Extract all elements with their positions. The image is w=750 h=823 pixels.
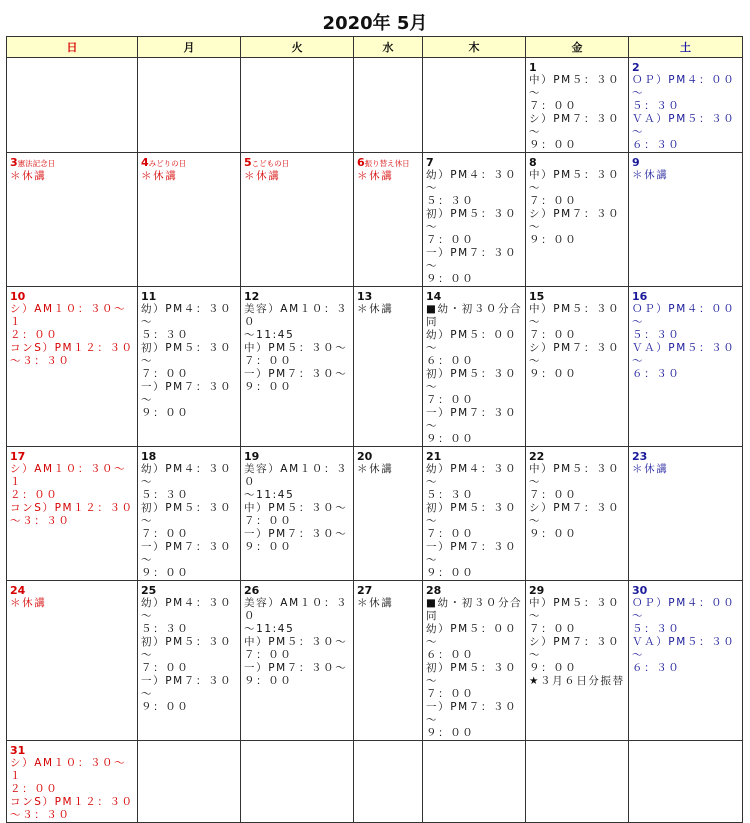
day-cell-11[interactable] bbox=[138, 287, 241, 447]
schedule-line: 中）PM５：３０～ bbox=[529, 303, 621, 328]
day-number-text: 10 bbox=[10, 290, 26, 303]
schedule-line: ＊休講 bbox=[632, 169, 669, 181]
schedule-line: ５：３０ bbox=[141, 329, 190, 341]
day-content bbox=[138, 581, 240, 714]
empty-day-cell bbox=[423, 741, 526, 823]
schedule-line: ９：００ bbox=[244, 541, 293, 553]
schedule-line: 一）PM７：３０～ bbox=[426, 541, 518, 566]
schedule-line: 初）PM５：３０～ bbox=[141, 636, 233, 661]
day-number bbox=[426, 450, 523, 463]
day-cell-30[interactable] bbox=[629, 581, 743, 741]
day-cell-7[interactable] bbox=[423, 153, 526, 287]
schedule-line: ＊休講 bbox=[357, 303, 394, 315]
schedule-line: 一）PM７：３０～ bbox=[426, 247, 518, 272]
schedule-line: シ）PM７：３０～ bbox=[529, 502, 621, 527]
empty-day-cell bbox=[629, 741, 743, 823]
schedule-line: ７：００ bbox=[529, 489, 578, 501]
schedule-line: ■幼・初３０分合同 bbox=[426, 303, 523, 328]
schedule-line: 幼）PM４：３０～ bbox=[141, 463, 233, 488]
day-number bbox=[529, 290, 626, 303]
day-number bbox=[632, 450, 740, 463]
schedule-line: ～３：３０ bbox=[10, 515, 71, 527]
schedule-line: ７：００ bbox=[426, 688, 475, 700]
schedule-line: ７：００ bbox=[529, 100, 578, 112]
day-cell-3[interactable] bbox=[7, 153, 138, 287]
schedule-line: ６：００ bbox=[426, 355, 475, 367]
day-number-text: 28 bbox=[426, 584, 442, 597]
day-number-text: 7 bbox=[426, 156, 434, 169]
schedule-line: 一）PM７：３０～ bbox=[426, 407, 518, 432]
schedule-line: シ）PM７：３０～ bbox=[529, 636, 621, 661]
day-number bbox=[632, 61, 740, 74]
schedule-line: ９：００ bbox=[426, 273, 475, 285]
weekday-sun: 日 bbox=[7, 37, 138, 58]
schedule-line: 美容）AM１０：３０ bbox=[244, 463, 349, 488]
schedule-line: ９：００ bbox=[529, 234, 578, 246]
day-content bbox=[7, 153, 137, 183]
day-content bbox=[7, 741, 137, 822]
day-number-text: 19 bbox=[244, 450, 260, 463]
schedule-line: ９：００ bbox=[426, 567, 475, 579]
day-number-text: 29 bbox=[529, 584, 545, 597]
day-number-text: 24 bbox=[10, 584, 26, 597]
schedule-line: 中）PM５：３０～ bbox=[244, 636, 348, 648]
schedule-line: 幼）PM５：００～ bbox=[426, 329, 518, 354]
schedule-line: 一）PM７：３０～ bbox=[141, 675, 233, 700]
day-content bbox=[423, 287, 525, 446]
empty-day-cell bbox=[423, 58, 526, 153]
schedule-line: ５：３０ bbox=[426, 489, 475, 501]
weekday-sat: 土 bbox=[629, 37, 743, 58]
day-number bbox=[426, 584, 523, 597]
schedule-line: ～11:45 bbox=[244, 623, 295, 635]
schedule-line: ２：００ bbox=[10, 783, 59, 795]
day-content bbox=[629, 287, 742, 381]
schedule-line: ７：００ bbox=[141, 368, 190, 380]
schedule-line: ２：００ bbox=[10, 489, 59, 501]
schedule-line: 中）PM５：３０～ bbox=[529, 597, 621, 622]
schedule-line: ５：３０ bbox=[632, 100, 681, 112]
schedule-line: シ）AM１０：３０～１ bbox=[10, 463, 127, 488]
schedule-line: ９：００ bbox=[529, 662, 578, 674]
schedule-line: シ）AM１０：３０～１ bbox=[10, 757, 127, 782]
schedule-line: ～11:45 bbox=[244, 329, 295, 341]
day-content bbox=[423, 153, 525, 286]
day-number-text: 27 bbox=[357, 584, 373, 597]
schedule-line: ７：００ bbox=[426, 234, 475, 246]
day-number bbox=[632, 584, 740, 597]
day-cell-31[interactable] bbox=[7, 741, 138, 823]
day-number-text: 8 bbox=[529, 156, 537, 169]
schedule-line: 幼）PM４：３０～ bbox=[426, 463, 518, 488]
schedule-line: ＯＰ）PM４：００～ bbox=[632, 303, 736, 328]
day-number bbox=[141, 156, 238, 170]
day-number-text: 16 bbox=[632, 290, 648, 303]
day-content bbox=[526, 447, 628, 541]
day-number-text: 18 bbox=[141, 450, 157, 463]
schedule-line: ＶＡ）PM５：３０～ bbox=[632, 342, 736, 367]
day-number-text: 15 bbox=[529, 290, 545, 303]
empty-day-cell bbox=[241, 58, 354, 153]
day-number bbox=[632, 156, 740, 169]
day-cell-29[interactable] bbox=[526, 581, 629, 741]
schedule-line: ＊休講 bbox=[10, 170, 47, 182]
day-number bbox=[529, 450, 626, 463]
day-number-text: 26 bbox=[244, 584, 260, 597]
schedule-line: 一）PM７：３０～ bbox=[244, 368, 348, 380]
day-number-text: 6 bbox=[357, 156, 365, 169]
schedule-line: 美容）AM１０：３０ bbox=[244, 303, 349, 328]
day-number-text: 13 bbox=[357, 290, 373, 303]
day-content bbox=[241, 153, 353, 183]
schedule-line: ＊休講 bbox=[632, 463, 669, 475]
day-content bbox=[629, 581, 742, 675]
schedule-line: ７：００ bbox=[529, 329, 578, 341]
schedule-line: ７：００ bbox=[426, 394, 475, 406]
week-row bbox=[7, 447, 743, 581]
schedule-line: ＯＰ）PM４：００～ bbox=[632, 597, 736, 622]
week-row bbox=[7, 581, 743, 741]
day-number bbox=[529, 61, 626, 74]
day-cell-27[interactable] bbox=[354, 581, 423, 741]
schedule-line: ～11:45 bbox=[244, 489, 295, 501]
schedule-line: シ）PM７：３０～ bbox=[529, 342, 621, 367]
schedule-line: 初）PM５：３０～ bbox=[141, 342, 233, 367]
day-number bbox=[426, 290, 523, 303]
holiday-name: みどりの日 bbox=[148, 159, 187, 168]
week-row bbox=[7, 58, 743, 153]
day-cell-14[interactable] bbox=[423, 287, 526, 447]
day-number bbox=[529, 156, 626, 169]
day-cell-19[interactable] bbox=[241, 447, 354, 581]
day-content bbox=[241, 287, 353, 394]
day-number bbox=[141, 584, 238, 597]
schedule-line: シ）PM７：３０～ bbox=[529, 208, 621, 233]
day-cell-23[interactable] bbox=[629, 447, 743, 581]
schedule-line: シ）PM７：３０～ bbox=[529, 113, 621, 138]
day-number bbox=[10, 290, 135, 303]
day-content bbox=[629, 447, 742, 476]
calendar-title: 2020年 5月 bbox=[322, 13, 428, 34]
day-content bbox=[354, 581, 422, 610]
day-cell-12[interactable] bbox=[241, 287, 354, 447]
day-content bbox=[138, 153, 240, 183]
day-number-text: 11 bbox=[141, 290, 157, 303]
empty-day-cell bbox=[7, 58, 138, 153]
day-number bbox=[10, 156, 135, 170]
day-content bbox=[241, 447, 353, 554]
schedule-line: 中）PM５：３０～ bbox=[529, 463, 621, 488]
day-number-text: 1 bbox=[529, 61, 537, 74]
day-cell-1[interactable] bbox=[526, 58, 629, 153]
day-number-text: 9 bbox=[632, 156, 640, 169]
week-row bbox=[7, 741, 743, 823]
day-content bbox=[138, 287, 240, 420]
schedule-line: ９：００ bbox=[529, 368, 578, 380]
day-cell-22[interactable] bbox=[526, 447, 629, 581]
day-content bbox=[423, 581, 525, 740]
day-content bbox=[526, 581, 628, 688]
calendar-grid bbox=[6, 36, 743, 823]
day-number-text: 3 bbox=[10, 156, 18, 169]
empty-day-cell bbox=[138, 58, 241, 153]
day-cell-15[interactable] bbox=[526, 287, 629, 447]
day-content bbox=[241, 581, 353, 688]
schedule-line: ■幼・初３０分合同 bbox=[426, 597, 523, 622]
schedule-line: ９：００ bbox=[141, 567, 190, 579]
schedule-line: 美容）AM１０：３０ bbox=[244, 597, 349, 622]
day-number bbox=[426, 156, 523, 169]
schedule-line: ～３：３０ bbox=[10, 809, 71, 821]
day-content bbox=[354, 287, 422, 316]
empty-day-cell bbox=[241, 741, 354, 823]
schedule-line: ＶＡ）PM５：３０～ bbox=[632, 113, 736, 138]
schedule-line: 中）PM５：３０～ bbox=[244, 502, 348, 514]
day-number-text: 12 bbox=[244, 290, 260, 303]
empty-day-cell bbox=[354, 58, 423, 153]
schedule-line: ９：００ bbox=[529, 528, 578, 540]
schedule-line: ５：３０ bbox=[632, 329, 681, 341]
day-number bbox=[357, 584, 420, 597]
day-content bbox=[526, 58, 628, 152]
weekday-header-row bbox=[7, 37, 743, 58]
holiday-name: こどもの日 bbox=[251, 159, 290, 168]
schedule-line: ５：３０ bbox=[141, 623, 190, 635]
schedule-line: 初）PM５：３０～ bbox=[426, 662, 518, 687]
day-cell-24[interactable] bbox=[7, 581, 138, 741]
schedule-line: ７：００ bbox=[141, 662, 190, 674]
schedule-line: ９：００ bbox=[244, 675, 293, 687]
schedule-line: ７：００ bbox=[426, 528, 475, 540]
day-cell-10[interactable] bbox=[7, 287, 138, 447]
schedule-line: 中）PM５：３０～ bbox=[529, 169, 621, 194]
week-row bbox=[7, 153, 743, 287]
empty-day-cell bbox=[354, 741, 423, 823]
schedule-line: ７：００ bbox=[529, 195, 578, 207]
day-content bbox=[138, 447, 240, 580]
weekday-tue: 火 bbox=[241, 37, 354, 58]
day-number-text: 4 bbox=[141, 156, 149, 169]
schedule-line: 幼）PM５：００～ bbox=[426, 623, 518, 648]
schedule-line: ５：３０ bbox=[426, 195, 475, 207]
schedule-line: 初）PM５：３０～ bbox=[426, 368, 518, 393]
schedule-line: 幼）PM４：３０～ bbox=[141, 303, 233, 328]
schedule-line: 中）PM５：３０～ bbox=[244, 342, 348, 354]
day-number-text: 20 bbox=[357, 450, 373, 463]
schedule-line: 一）PM７：３０～ bbox=[141, 381, 233, 406]
schedule-line: ＊休講 bbox=[357, 597, 394, 609]
schedule-line: ７：００ bbox=[244, 649, 293, 661]
schedule-line: 一）PM７：３０～ bbox=[141, 541, 233, 566]
day-number bbox=[357, 290, 420, 303]
schedule-line: ９：００ bbox=[426, 727, 475, 739]
day-cell-18[interactable] bbox=[138, 447, 241, 581]
day-content bbox=[526, 153, 628, 247]
schedule-line: コンS）PM１２：３０ bbox=[10, 796, 134, 808]
weekday-mon: 月 bbox=[138, 37, 241, 58]
day-cell-20[interactable] bbox=[354, 447, 423, 581]
schedule-line: ７：００ bbox=[244, 515, 293, 527]
weekday-wed: 水 bbox=[354, 37, 423, 58]
day-cell-16[interactable] bbox=[629, 287, 743, 447]
schedule-line: ＊休講 bbox=[357, 463, 394, 475]
day-number bbox=[10, 450, 135, 463]
schedule-line: ６：３０ bbox=[632, 662, 681, 674]
schedule-line: ９：００ bbox=[141, 701, 190, 713]
empty-day-cell bbox=[138, 741, 241, 823]
day-cell-2[interactable] bbox=[629, 58, 743, 153]
day-number bbox=[244, 584, 351, 597]
schedule-line: ＯＰ）PM４：００～ bbox=[632, 74, 736, 99]
schedule-line: 幼）PM４：３０～ bbox=[426, 169, 518, 194]
day-number-text: 31 bbox=[10, 744, 26, 757]
day-number bbox=[244, 450, 351, 463]
schedule-line: ５：３０ bbox=[632, 623, 681, 635]
schedule-line: ２：００ bbox=[10, 329, 59, 341]
week-row bbox=[7, 287, 743, 447]
schedule-line: ＊休講 bbox=[141, 170, 178, 182]
day-cell-8[interactable] bbox=[526, 153, 629, 287]
schedule-line: ＊休講 bbox=[244, 170, 281, 182]
schedule-line: 中）PM５：３０～ bbox=[529, 74, 621, 99]
day-number-text: 30 bbox=[632, 584, 648, 597]
day-number-text: 2 bbox=[632, 61, 640, 74]
day-number bbox=[244, 290, 351, 303]
weekday-thu: 木 bbox=[423, 37, 526, 58]
schedule-line: ＊休講 bbox=[357, 170, 394, 182]
schedule-line: ７：００ bbox=[529, 623, 578, 635]
schedule-line: ★３月６日分振替 bbox=[529, 675, 625, 687]
day-content bbox=[526, 287, 628, 381]
schedule-line: ＶＡ）PM５：３０～ bbox=[632, 636, 736, 661]
day-cell-21[interactable] bbox=[423, 447, 526, 581]
schedule-line: ６：３０ bbox=[632, 368, 681, 380]
schedule-line: 一）PM７：３０～ bbox=[244, 662, 348, 674]
day-number-text: 5 bbox=[244, 156, 252, 169]
schedule-line: ９：００ bbox=[141, 407, 190, 419]
day-number bbox=[10, 744, 135, 757]
schedule-line: 初）PM５：３０～ bbox=[426, 502, 518, 527]
schedule-line: ９：００ bbox=[426, 433, 475, 445]
day-number-text: 14 bbox=[426, 290, 442, 303]
schedule-line: ９：００ bbox=[244, 381, 293, 393]
day-number-text: 25 bbox=[141, 584, 157, 597]
schedule-line: 一）PM７：３０～ bbox=[244, 528, 348, 540]
day-cell-4[interactable] bbox=[138, 153, 241, 287]
schedule-line: ～３：３０ bbox=[10, 355, 71, 367]
schedule-line: コンS）PM１２：３０ bbox=[10, 502, 134, 514]
day-cell-6[interactable] bbox=[354, 153, 423, 287]
day-number-text: 21 bbox=[426, 450, 442, 463]
day-cell-9[interactable] bbox=[629, 153, 743, 287]
day-number bbox=[632, 290, 740, 303]
day-number bbox=[357, 450, 420, 463]
day-number bbox=[357, 156, 420, 170]
day-number bbox=[244, 156, 351, 170]
day-number-text: 22 bbox=[529, 450, 545, 463]
schedule-line: ９：００ bbox=[529, 139, 578, 151]
holiday-name: 振り替え休日 bbox=[364, 159, 410, 168]
day-content bbox=[629, 153, 742, 182]
empty-day-cell bbox=[526, 741, 629, 823]
day-cell-5[interactable] bbox=[241, 153, 354, 287]
schedule-line: シ）AM１０：３０～１ bbox=[10, 303, 127, 328]
day-cell-25[interactable] bbox=[138, 581, 241, 741]
day-cell-13[interactable] bbox=[354, 287, 423, 447]
schedule-line: 一）PM７：３０～ bbox=[426, 701, 518, 726]
weekday-fri: 金 bbox=[526, 37, 629, 58]
day-content bbox=[629, 58, 742, 152]
day-number bbox=[529, 584, 626, 597]
schedule-line: ７：００ bbox=[141, 528, 190, 540]
day-cell-17[interactable] bbox=[7, 447, 138, 581]
schedule-line: 初）PM５：３０～ bbox=[141, 502, 233, 527]
schedule-line: コンS）PM１２：３０ bbox=[10, 342, 134, 354]
day-number-text: 17 bbox=[10, 450, 26, 463]
schedule-line: 幼）PM４：３０～ bbox=[141, 597, 233, 622]
day-cell-28[interactable] bbox=[423, 581, 526, 741]
schedule-line: ＊休講 bbox=[10, 597, 47, 609]
day-content bbox=[354, 153, 422, 183]
day-number bbox=[10, 584, 135, 597]
day-cell-26[interactable] bbox=[241, 581, 354, 741]
day-content bbox=[7, 581, 137, 610]
schedule-line: ７：００ bbox=[244, 355, 293, 367]
day-number bbox=[141, 290, 238, 303]
day-content bbox=[354, 447, 422, 476]
day-content bbox=[7, 447, 137, 528]
day-content bbox=[7, 287, 137, 368]
schedule-line: 初）PM５：３０～ bbox=[426, 208, 518, 233]
day-number-text: 23 bbox=[632, 450, 648, 463]
schedule-line: ６：３０ bbox=[632, 139, 681, 151]
day-content bbox=[423, 447, 525, 580]
holiday-name: 憲法記念日 bbox=[17, 159, 56, 168]
schedule-line: ６：００ bbox=[426, 649, 475, 661]
schedule-line: ５：３０ bbox=[141, 489, 190, 501]
day-number bbox=[141, 450, 238, 463]
